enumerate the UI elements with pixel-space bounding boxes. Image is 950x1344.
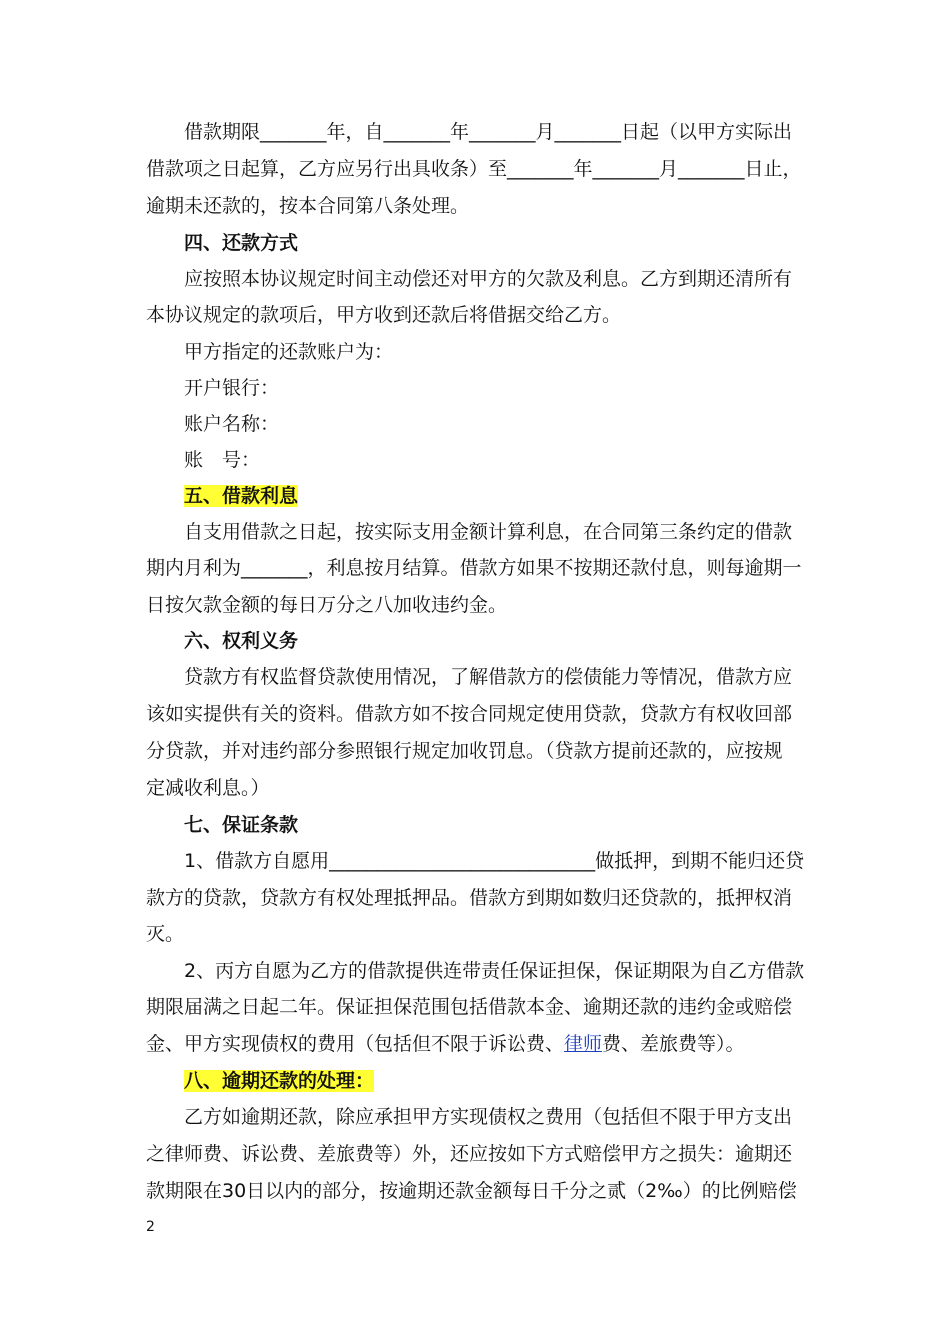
page-number: 2 bbox=[146, 1219, 155, 1235]
section-heading bbox=[184, 1067, 808, 1095]
field-label: 开户银行： bbox=[184, 377, 280, 399]
paragraph-line: 自支用借款之日起，按实际支用金额计算利息，在合同第三条约定的借款 bbox=[184, 521, 793, 543]
paragraph-line: 期内月利为_______，利息按月结算。借款方如果不按期还款付息，则每逾期一 bbox=[146, 557, 802, 579]
paragraph-line: 应按照本协议规定时间主动偿还对甲方的欠款及利息。乙方到期还清所有 bbox=[184, 268, 793, 290]
paragraph-line: 逾期未还款的，按本合同第八条处理。 bbox=[146, 195, 470, 217]
paragraph-line: 分贷款，并对违约部分参照银行规定加收罚息。（贷款方提前还款的，应按规 bbox=[146, 740, 783, 762]
text-segment: 金、甲方实现债权的费用（包括但不限于诉讼费、 bbox=[146, 1033, 565, 1055]
field-label: 账户名称： bbox=[184, 413, 280, 435]
field-label: 账 号： bbox=[184, 449, 261, 471]
paragraph-line: 之律师费、诉讼费、差旅费等）外，还应按如下方式赔偿甲方之损失：逾期还 bbox=[146, 1143, 793, 1165]
section-heading: 七、保证条款 bbox=[184, 814, 299, 836]
paragraph-line: 借款期限_______年，自_______年_______月_______日起（以甲方实际出 bbox=[184, 121, 793, 143]
section-heading: 六、权利义务 bbox=[184, 630, 299, 652]
paragraph-line: 1、借款方自愿用____________________________做抵押，到期不能归还贷 bbox=[184, 850, 805, 872]
highlighted-heading: 八、逾期还款的处理： bbox=[184, 1070, 375, 1092]
paragraph-line: 款方的贷款，贷款方有权处理抵押品。借款方到期如数归还贷款的，抵押权消 bbox=[146, 887, 793, 909]
paragraph-line: 贷款方有权监督贷款使用情况，了解借款方的偿债能力等情况，借款方应 bbox=[184, 666, 793, 688]
paragraph-line bbox=[146, 1030, 808, 1058]
paragraph-line: 灭。 bbox=[146, 923, 185, 945]
paragraph-line: 定减收利息。） bbox=[146, 777, 270, 799]
section-heading: 四、还款方式 bbox=[184, 232, 299, 254]
paragraph-line: 日按欠款金额的每日万分之八加收违约金。 bbox=[146, 594, 508, 616]
paragraph-line: 乙方如逾期还款，除应承担甲方实现债权之费用（包括但不限于甲方支出 bbox=[184, 1106, 793, 1128]
paragraph-line: 借款项之日起算，乙方应另行出具收条）至_______年_______月_______日止， bbox=[146, 158, 802, 180]
paragraph-line: 期限届满之日起二年。保证担保范围包括借款本金、逾期还款的违约金或赔偿 bbox=[146, 996, 793, 1018]
lawyer-link[interactable]: 律师 bbox=[564, 1033, 603, 1055]
highlighted-heading: 五、借款利息 bbox=[184, 485, 299, 507]
section-heading bbox=[184, 482, 808, 510]
paragraph-line: 2、丙方自愿为乙方的借款提供连带责任保证担保，保证期限为自乙方借款 bbox=[184, 960, 805, 982]
paragraph-line: 该如实提供有关的资料。借款方如不按合同规定使用贷款，贷款方有权收回部 bbox=[146, 703, 793, 725]
paragraph-line: 款期限在30日以内的部分，按逾期还款金额每日千分之贰（2‰）的比例赔偿 bbox=[146, 1180, 797, 1202]
paragraph-line: 甲方指定的还款账户为： bbox=[184, 341, 394, 363]
paragraph-line: 本协议规定的款项后，甲方收到还款后将借据交给乙方。 bbox=[146, 304, 622, 326]
text-segment: 费、差旅费等）。 bbox=[602, 1033, 745, 1055]
